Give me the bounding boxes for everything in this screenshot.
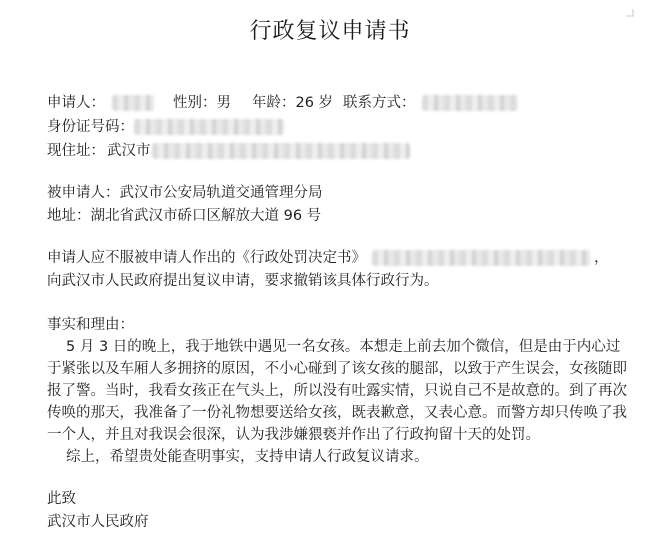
- facts-text: 一个人，并且对我误会很深，认为我涉嫌猥亵并作出了行政拘留十天的处罚。: [47, 427, 540, 443]
- facts-text: 5 月 3 日的晚上，我于地铁中遇见一名女孩。本想走上前去加个微信，但是由于内心过: [66, 339, 621, 355]
- document-title: 行政复议申请书: [249, 19, 411, 44]
- contact-label: 联系方式：: [343, 95, 416, 111]
- facts-text: 传唤的那天，我准备了一份礼物想要送给女孩，既表歉意，又表心意。而警方却只传唤了我: [47, 405, 627, 421]
- salutation-text: 此致: [47, 491, 76, 507]
- request-comma: ，: [594, 250, 609, 266]
- request-text-1: 申请人应不服被申请人作出的《行政处罚决定书》: [47, 250, 366, 266]
- respondent-text: 被申请人：武汉市公安局轨道交通管理分局: [47, 185, 323, 201]
- redacted-decision-number: [372, 250, 590, 266]
- id-number-label: 身份证号码：: [47, 119, 134, 135]
- redacted-address: [152, 143, 410, 159]
- request-text-2: 向武汉市人民政府提出复议申请，要求撤销该具体行政行为。: [47, 273, 439, 289]
- redacted-id-number: [134, 119, 284, 135]
- facts-text: 于紧张以及车厢人多拥挤的原因，不小心碰到了该女孩的腿部，以致于产生误会，女孩随即: [47, 361, 627, 377]
- applicant-label: 申请人：: [47, 95, 105, 111]
- age-field: 年龄：26 岁: [252, 95, 334, 111]
- conclusion-text: 综上，希望贵处能查明事实，支持申请人行政复议请求。: [66, 449, 429, 465]
- current-address-prefix: 武汉市: [107, 143, 151, 159]
- redacted-contact: [422, 95, 518, 111]
- recipient-text: 武汉市人民政府: [47, 514, 149, 530]
- gender-field: 性别：男: [173, 95, 231, 111]
- redacted-name: [112, 95, 154, 111]
- current-address-label: 现住址：: [47, 143, 105, 159]
- facts-heading-text: 事实和理由：: [47, 317, 134, 333]
- facts-text: 报了警。当时，我看女孩正在气头上，所以没有吐露实情，只说自己不是故意的。到了再次: [47, 383, 627, 399]
- respondent-address-text: 地址：湖北省武汉市硚口区解放大道 96 号: [47, 208, 322, 224]
